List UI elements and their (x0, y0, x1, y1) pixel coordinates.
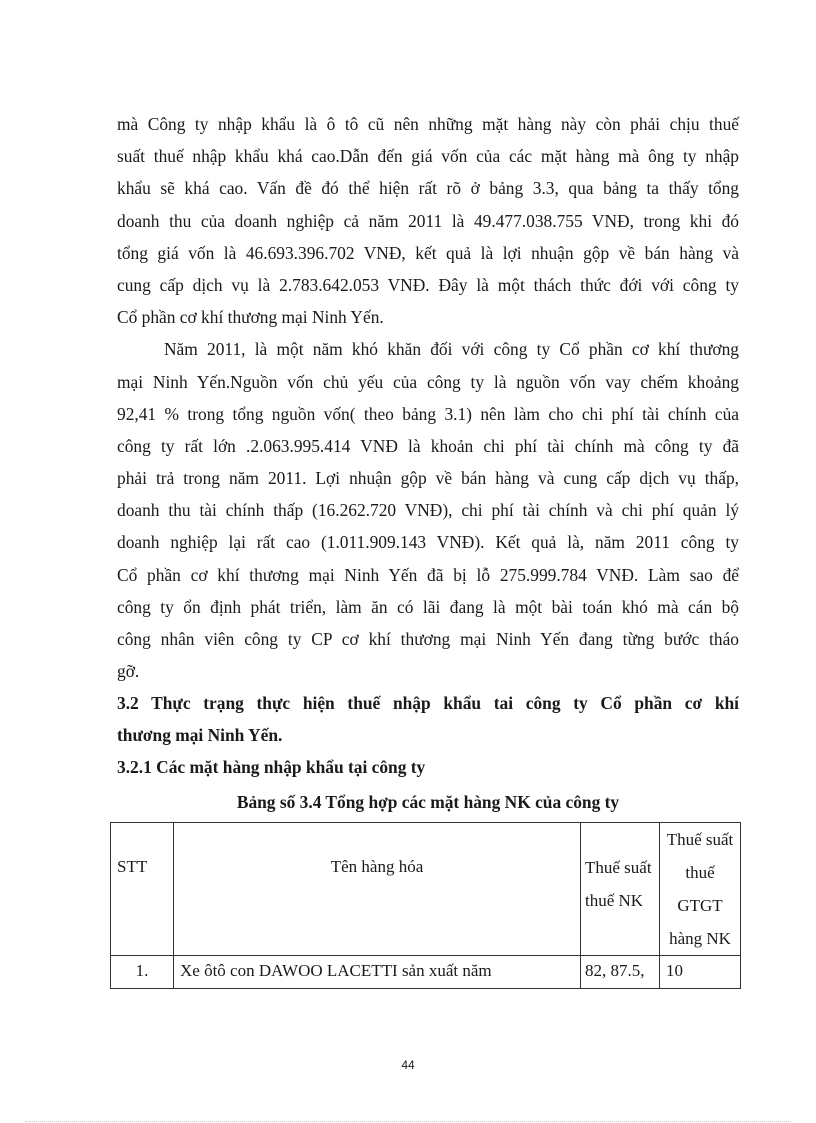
subsection-heading: 3.2.1 Các mặt hàng nhập khẩu tại công ty (117, 757, 426, 778)
cell-vat (660, 956, 741, 989)
header-import-tax: Thuế suất thuế NK (585, 858, 652, 910)
text-line: Cổ phần cơ khí thương mại Ninh Yến. (117, 307, 384, 328)
text-line: mà Công ty nhập khẩu là ô tô cũ nên những mặt hàng này còn phải chịu thuế (117, 114, 739, 134)
import-goods-table (110, 822, 741, 989)
text-line: doanh thu tài chính thấp (16.262.720 VNĐ), chi phí tài chính và chi phí quản lý (117, 500, 739, 521)
text-line: cung cấp dịch vụ là 2.783.642.053 VNĐ. Đây là một thách thức đới với công ty (117, 274, 739, 295)
text-line: Cổ phần cơ khí thương mại Ninh Yến đã bị lỗ 275.999.784 VNĐ. Làm sao để (117, 564, 739, 585)
heading-line: thương mại Ninh Yến. (117, 725, 283, 746)
header-vat: Thuế suất thuế GTGT hàng NK (666, 830, 734, 948)
text-line: phải trả trong năm 2011. Lợi nhuận gộp về bán hàng và cung cấp dịch vụ thấp, (117, 468, 739, 489)
table-header-row (111, 823, 741, 956)
header-stt: STT (117, 857, 148, 876)
text-line: mại Ninh Yến.Nguồn vốn chủ yếu của công ty là nguồn vốn vay chếm khoảng (117, 371, 739, 392)
row-stt: 1. (135, 961, 149, 980)
section-heading (117, 687, 739, 751)
text-line: suất thuế nhập khẩu khá cao.Dẫn đến giá vốn của các mặt hàng mà ông ty nhập (117, 146, 739, 167)
row-vat: 10 (666, 961, 683, 980)
text-line: 92,41 % trong tổng nguồn vốn( theo bảng 3.1) nên làm cho chi phí tài chính của (117, 403, 739, 424)
text-line: doanh thu của doanh nghiệp cả năm 2011 là 49.477.038.755 VNĐ, trong khi đó (117, 210, 739, 231)
header-cell-name (174, 823, 581, 956)
text-line: công nhân viên công ty CP cơ khí thương mại Ninh Yến đang từng bước tháo (117, 629, 739, 649)
text-line: khẩu sẽ khá cao. Vấn đề đó thể hiện rất rõ ở bảng 3.3, qua bảng ta thấy tổng (117, 178, 739, 199)
row-import-tax: 82, 87.5, (585, 961, 645, 980)
cell-import-tax (581, 956, 660, 989)
body-text (117, 108, 739, 783)
page-bottom-rule (25, 1121, 791, 1122)
header-cell-vat (660, 823, 741, 956)
table-row (111, 956, 741, 989)
cell-name (174, 956, 581, 989)
text-line: công ty rất lớn .2.063.995.414 VNĐ là khoản chi phí tài chính mà công ty đã (117, 435, 739, 456)
text-line: doanh nghiệp lại rất cao (1.011.909.143 VNĐ). Kết quả là, năm 2011 công ty (117, 532, 739, 553)
paragraph-1 (117, 108, 739, 333)
heading-line: 3.2 Thực trạng thực hiện thuế nhập khẩu tai công ty Cổ phần cơ khí (117, 693, 739, 714)
text-line: gỡ. (117, 661, 140, 682)
header-cell-stt (111, 823, 174, 956)
page-number: 44 (401, 1058, 415, 1072)
text-line: công ty ổn định phát triển, làm ăn có lãi đang là một bài toán khó mà cán bộ (117, 596, 739, 617)
header-goods-name: Tên hàng hóa (330, 857, 424, 876)
table-caption: Bảng số 3.4 Tổng hợp các mặt hàng NK của công ty (236, 792, 620, 812)
text-line: tổng giá vốn là 46.693.396.702 VNĐ, kết quả là lợi nhuận gộp về bán hàng và (117, 242, 739, 263)
row-goods-name: Xe ôtô con DAWOO LACETTI sản xuất năm (180, 961, 492, 980)
text-line: Năm 2011, là một năm khó khăn đối với công ty Cổ phần cơ khí thương (164, 339, 739, 360)
cell-stt (111, 956, 174, 989)
header-cell-import-tax (581, 823, 660, 956)
paragraph-2 (117, 333, 739, 687)
